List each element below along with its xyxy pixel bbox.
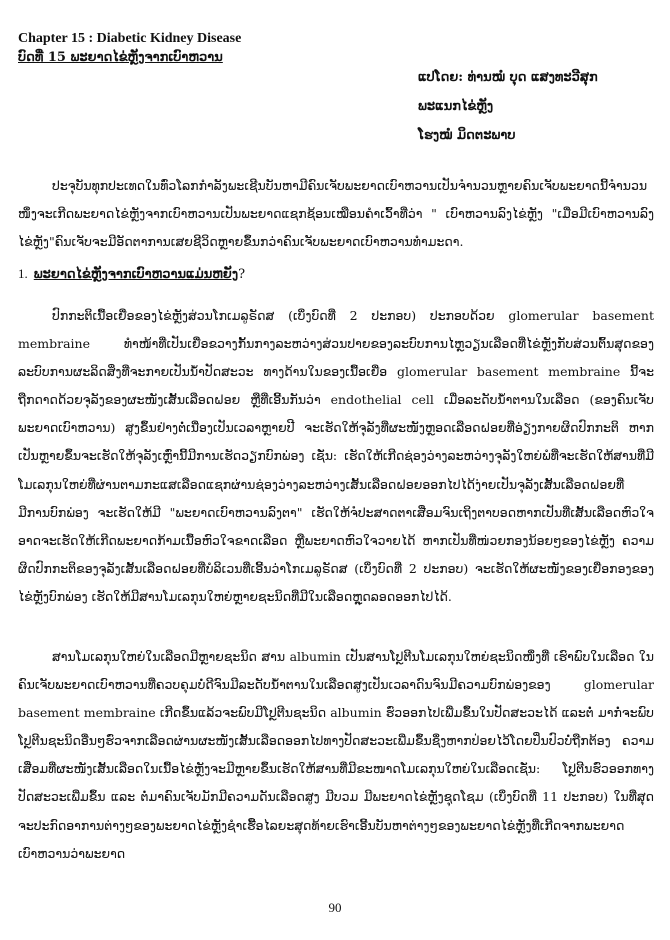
department-credit: ພະແນກໄຂ່ຫຼັງ [418,99,494,114]
page-number: 90 [328,900,342,915]
body-paragraph-1 [18,302,654,638]
body-paragraph-1-text: ປົກກະຕິເນື້ອເຍື່ອຂອງໄຂ່ຫຼັງສ່ວນໂກເມລູຣັດສ (ເບິ່ງບົດທີ່ 2 ປະກອບ) ປະກອບດ້ວຍ glomerular basement membraine ທຳໜ້າທີ່ເປັນເຍື່ອຂວາງກັ້ນກາງລະຫວ່າງສ່ວນປາຍຂອງລະບົບການໄຫຼວຽນເລືອດທີ່ໄຂ່ຫຼັງກັບສ່ວນຕົ້ນສຸດຂອງລະບົບການຜະລິດສິ່ງທີ່ຈະກາຍເປັນນ້ຳປັດສະວະ ທາງດ້ານໃນຂອງເນື້ອເຍື່ອ glomerular basement membraine ນີ້ຈະຖືກດາດດ້ວຍຈຸລັງຂອງຜະໜັງເສັ້ນເລືອດຝອຍ ຫຼືທີ່ເອີ້ນກັນວ່າ endothelial cell ເມື່ອລະດັບນ້ຳຕານໃນເລືອດ (ຂອງຄົນເຈັບພະຍາດເບົາຫວານ) ສູງຂຶ້ນຢ່າງຕໍ່ເນື່ອງເປັນເວລາຫຼາຍປີ ຈະເຮັດໃຫ້ຈຸລັງທີ່ຜະໜັງຫຼອດເລືອດຝອຍທີ່ອ່ຽງກາຍຜິດປົກກະຕິ ຫາກເປັນຫຼາຍຂຶ້ນຈະເຮັດໃຫ້ຈຸລັງເຫຼົ່ານີ້ມີການເຮັດວຽກບົກພ່ອງ ເຊັ່ນ: ເຮັດໃຫ້ເກີດຊ່ອງວ່າງລະຫວ່າງຈຸລັງໃຫຍ່ພໍທີ່ຈະເຮັດໃຫ້ສານທີ່ມີໂມເລກຸນໃຫຍ່ທີ່ຜ່ານຕາມກະແສເລືອດແຊກຜ່ານຊ່ອງວ່າງລະຫວ່າງເສັ້ນເລືອດຝອຍອອກໄປໄດ້ງ່າຍເປັນຈຸລັງເສັ້ນເລືອດຝອຍທີ່ມີການບົກພ່ອງ ຈະເຮັດໃຫ້ມີ "ພະຍາດເບົາຫວານລົງຕາ" ເຮັດໃຫ້ຈໍປະສາດຕາເສື່ອມຈົນເຖິງຕາບອດຫາກເປັນທີ່ເສັ້ນເລືອດຫົວໃຈອາດຈະເຮັດໃຫ້ເກີດພະຍາດກ້າມເນື້ອຫົວໃຈຂາດເລືອດ ຫຼືພະຍາດຫົວໃຈວາຍໄດ້ ຫາກເປັນທີ່ໜ່ວຍກອງນ້ອຍໆຂອງໄຂ່ຫຼັງ ຄວາມຜິດປົກກະຕິຂອງຈຸລັງເສັ້ນເລືອດຝອຍທີ່ບໍລິເວນທີ່ເອີ້ນວ່າໂກເມລູຣັດສ (ເບິ່ງບົດທີ່ 2 ປະກອບ) ຈະເຮັດໃຫ້ຜະໜັງຂອງເຍື່ອກອງຂອງໄຂ່ຫຼັງບົກພ່ອງ ເຮັດໃຫ້ມີສານໂມເລກຸນໃຫຍ່ຫຼາຍຊະນິດທີ່ມີໃນເລືອດຫຼຸດລອດອອກໄປໄດ້. [18,308,654,604]
body-paragraph-2-text: ສານໂມເລກຸນໃຫຍ່ໃນເລືອດມີຫຼາຍຊະນິດ ສານ albumin ເປັນສານໂປຼຕີນໂມເລກຸນໃຫຍ່ຊະນິດໜຶ່ງທີ່ ເຮົາພົບໃນເລືອດ ໃນຄົນເຈັບພະຍາດເບົາຫວານທີ່ຄວບຄຸມບໍ່ດີຈົນມີລະດັບນ້ຳຕານໃນເລືອດສູງເປັນເວລາດົນຈົນມີຄວາມບົກພ່ອງຂອງ glomerular basement membraine ເກີດຂຶ້ນແລ້ວຈະພົບມີໂປຼຕີນຊະນິດ albumin ຮົ່ວອອກໄປເພີ່ມຂຶ້ນໃນປັດສະວະໄດ້ ແລະຕໍ່ ມາກໍ່ຈະພົບໂປຼຕີນຊະນິດອື່ນໆຮົ່ວຈາກເລືອດຜ່ານຜະໜັງເສັ້ນເລືອດອອກໄປທາງປັດສະວະເພີ່ມຂຶ້ນຊຶ່ງຫາກປ່ອຍໄວ້ໂດຍປິ່ນປົວບໍ່ຖືກຕ້ອງ ຄວາມເສື່ອມທີ່ຜະໜັງເສັ້ນເລືອດໃນເນື້ອໄຂ່ຫຼັງຈະມີຫຼາຍຂຶ້ນເຮັດໃຫ້ສານທີ່ມີຂະໜາດໂມເລກຸນໃຫຍ່ໃນເລືອດເຊັ່ນ: ໂປຼຕີນຮົ່ວອອກທາງປັດສະວະເພີ່ມຂຶ້ນ ແລະ ຕໍ່ມາຄົນເຈັບມັກມີຄວາມດັນເລືອດສູງ ມີບວມ ມີພະຍາດໄຂ່ຫຼັງຊຸດໂຊມ (ເບິ່ງບົດທີ່ 11 ປະກອບ) ໃນທີ່ສຸດຈະປະກົດອາການຕ່າງໆຂອງພະຍາດໄຂ່ຫຼັງຊໍາເຮື້ອໄລຍະສຸດທ້າຍເຮົາເອີ້ນບັນຫາຕ່າງໆຂອງພະຍາດໄຂ່ຫຼັງທີ່ເກີດຈາກພະຍາດເບົາຫວານວ່າພະຍາດ [18,649,654,861]
section-title: ພະຍາດໄຂ່ຫຼັງຈາກເບົາຫວານແມ່ນຫຍັງ [33,267,239,282]
intro-paragraph [18,172,654,258]
chapter-title-lao: ບົດທີ່ 15 ພະຍາດໄຂ່ຫຼັງຈາກເບົາຫວານ [18,50,223,65]
section-title-suffix: ? [238,267,246,282]
chapter-title-english: Chapter 15 : Diabetic Kidney Disease [18,31,242,46]
section-heading [18,266,654,282]
intro-paragraph-text: ປະຈຸບັນທຸກປະເທດໃນທົ່ວໂລກກຳລັງພະເຊີນບັນຫາມີຄົນເຈັບພະຍາດເບົາຫວານເປັນຈຳນວນຫຼາຍຄົນເຈັບພະຍາດນີ້ຈຳນວນໜຶ່ງຈະເກີດພະຍາດໄຂ່ຫຼັງຈາກເບົາຫວານເປັນພະຍາດແຊກຊ້ອນເໝືອນຄຳເວົ້າທີ່ວ່າ " ເບົາຫວານລົງໄຂ່ຫຼັງ "ເມື່ອມີເບົາຫວານລົງໄຂ່ຫຼັງ"ຄົນເຈັບຈະມີອັດຕາການເສຍຊີວິດຫຼາຍຂຶ້ນກວ່າຄົນເຈັບພະຍາດເບົາຫວານທຳມະດາ. [18,178,654,250]
body-paragraph-2 [18,643,654,869]
section-number: 1. [18,266,28,281]
hospital-credit: ໂຮງໝໍ ມິດຕະພາບ [418,128,516,143]
translator-credit: ແປໂດຍ: ທ່ານໝໍ ບຸດ ແສງທະວີສຸກ [418,70,598,85]
